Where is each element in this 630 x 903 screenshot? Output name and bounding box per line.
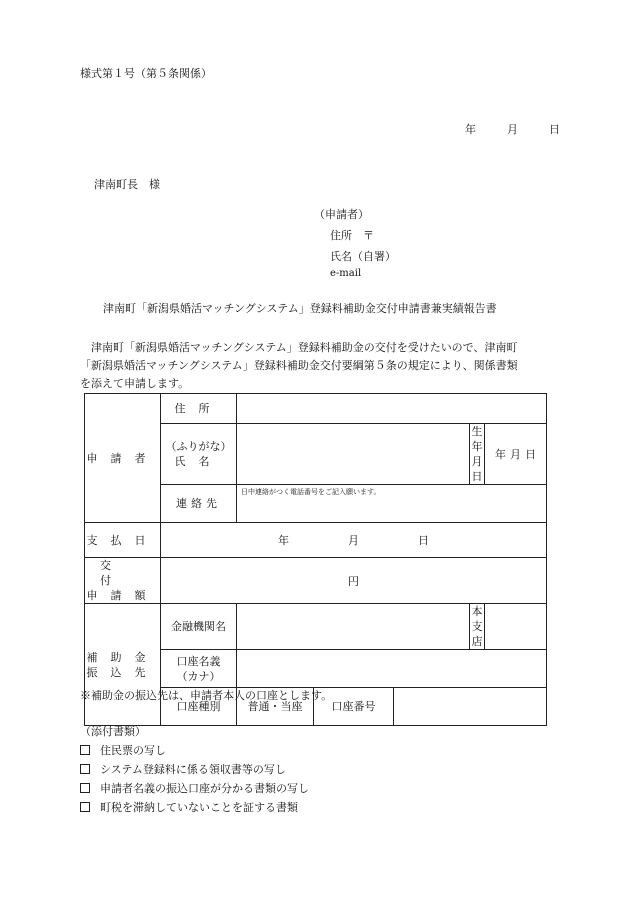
- date-year: 年: [465, 123, 476, 136]
- attachment-item: 町税を滞納していないことを証する書類: [80, 798, 309, 817]
- pay-month-unit: 月: [348, 534, 360, 547]
- attachments-header: （添付書類）: [80, 725, 146, 738]
- payment-date-field[interactable]: [161, 523, 547, 558]
- checkbox[interactable]: [80, 802, 90, 812]
- checkbox[interactable]: [80, 764, 90, 774]
- attachment-item: 住民票の写し: [80, 741, 309, 760]
- birthdate-label: 生年 月日: [471, 425, 483, 483]
- form-number: 様式第１号（第５条関係）: [80, 67, 212, 80]
- date-day: 日: [549, 123, 560, 136]
- body-line-3: を添えて申請します。: [80, 377, 190, 390]
- address-label: 住所: [161, 394, 237, 424]
- body-line-1: 津南町「新潟県婚活マッチングシステム」登録料補助金の交付を受けたいので、津南町: [91, 341, 518, 354]
- bank-section-label: 補助金 振込先: [85, 604, 161, 726]
- pay-year-unit: 年: [278, 534, 290, 547]
- amount-label: 交付 申請額: [86, 559, 159, 602]
- account-type-value[interactable]: 普通・当座: [237, 688, 314, 726]
- bank-name-label: 金融機関名: [161, 604, 237, 650]
- applicant-section-label: 申請者: [85, 394, 161, 523]
- account-type-label: 口座種別: [161, 688, 237, 726]
- application-table: [84, 393, 547, 726]
- applicant-address-label: 住所 〒: [330, 229, 374, 242]
- account-holder-field[interactable]: [237, 650, 547, 688]
- addressee: 津南町長 様: [94, 178, 160, 191]
- contact-label: 連絡先: [161, 485, 237, 523]
- applicant-email-label: e-mail: [330, 268, 362, 279]
- document-title: 津南町「新潟県婚活マッチングシステム」登録料補助金交付申請書兼実績報告書: [103, 302, 497, 315]
- birth-day-unit: 日: [525, 448, 537, 461]
- birth-month-unit: 月: [510, 448, 522, 461]
- date-month: 月: [507, 123, 518, 136]
- name-label: （ふりがな） 氏名: [161, 424, 237, 485]
- amount-field[interactable]: [161, 558, 547, 604]
- name-field[interactable]: [237, 424, 470, 485]
- yen-unit: 円: [348, 574, 360, 588]
- contact-field[interactable]: [237, 485, 547, 523]
- pay-day-unit: 日: [418, 534, 430, 547]
- birthdate-field[interactable]: [485, 424, 547, 485]
- applicant-name-label: 氏名（自署）: [330, 250, 396, 263]
- checkbox[interactable]: [80, 783, 90, 793]
- account-number-field[interactable]: [394, 688, 547, 726]
- attachment-item: システム登録料に係る領収書等の写し: [80, 760, 309, 779]
- account-holder-label: 口座名義 （カナ）: [161, 650, 237, 688]
- birth-year-unit: 年: [495, 448, 506, 461]
- branch-label: 本支店: [471, 605, 483, 648]
- account-number-label: 口座番号: [314, 688, 394, 726]
- bank-name-field[interactable]: [237, 604, 470, 650]
- address-field[interactable]: [237, 394, 547, 424]
- attachment-item: 申請者名義の振込口座が分かる書類の写し: [80, 779, 309, 798]
- applicant-header: （申請者）: [314, 208, 369, 221]
- attachments-list: [80, 741, 309, 817]
- body-line-2: 「新潟県婚活マッチングシステム」登録料補助金交付要綱第５条の規定により、関係書類: [80, 359, 518, 372]
- contact-note: 日中連絡がつく電話番号をご記入願います。: [241, 488, 381, 496]
- branch-field[interactable]: [485, 604, 547, 650]
- date-line: [465, 121, 560, 137]
- footnote: ※補助金の振込先は、申請者本人の口座とします。: [80, 689, 333, 702]
- payment-date-label: 支払日: [85, 523, 161, 558]
- checkbox[interactable]: [80, 745, 90, 755]
